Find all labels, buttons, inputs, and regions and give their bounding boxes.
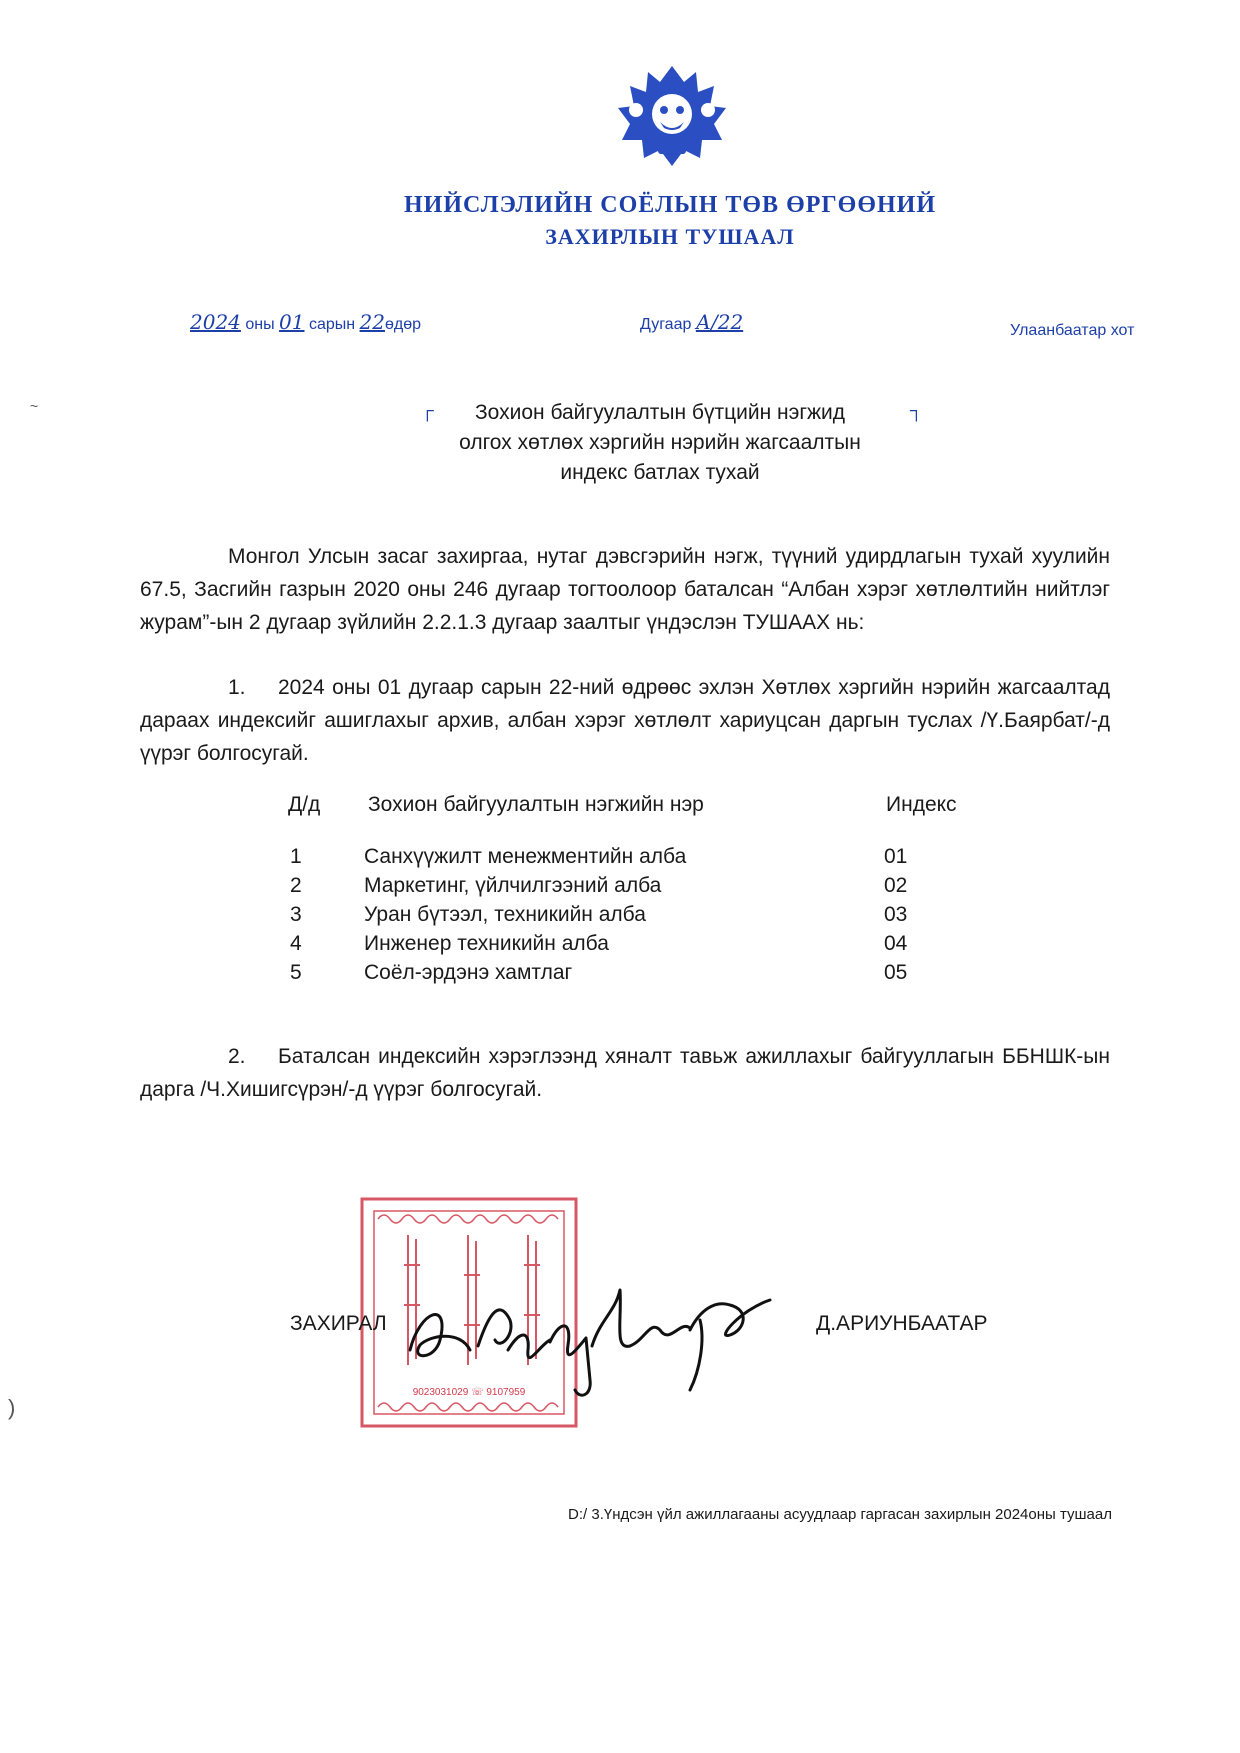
day-handwritten: 22	[359, 310, 385, 334]
row-no: 5	[290, 961, 302, 984]
row-index: 04	[884, 932, 908, 955]
month-label: сарын	[308, 316, 356, 333]
item-text: 2024 оны 01 дугаар сарын 22-ний өдрөөс эхлэн Хөтлөх хэргийн нэрийн жагсаалтад дараах индексийг ашиглахыг архив, албан хэрэг хөтлөлт хариуцсан даргын туслах /Ү.Баярбат/-д үүрэг болгосугай.	[140, 676, 1110, 765]
state-emblem-icon	[614, 62, 730, 172]
subject-bracket-right-icon: ┐	[910, 400, 923, 420]
signer-name: Д.АРИУНБААТАР	[816, 1312, 988, 1335]
row-name: Инженер техникийн алба	[364, 932, 609, 955]
row-name: Санхүүжилт менежментийн алба	[364, 845, 687, 868]
order-item-2	[140, 1040, 1110, 1106]
number-handwritten: А/22	[695, 310, 744, 334]
year-handwritten: 2024	[190, 310, 241, 334]
row-no: 2	[290, 874, 302, 897]
stamp-number: 9023031029 ☏ 9107959	[412, 1387, 526, 1398]
city: Улаанбаатар хот	[1010, 322, 1135, 339]
row-no: 3	[290, 903, 302, 926]
row-index: 01	[884, 845, 908, 868]
scan-mark: ~	[30, 398, 39, 414]
row-name: Уран бүтээл, техникийн алба	[364, 903, 646, 926]
preamble-paragraph: Монгол Улсын засаг захиргаа, нутаг дэвсгэрийн нэгж, түүний удирдлагын тухай хуулийн 67.5, Засгийн газрын 2020 оны 246 дугаар тогтоолоор баталсан “Албан хэрэг хөтлөлтийн нийтлэг журам”-ын 2 дугаар зүйлийн 2.2.1.3 дугаар заалтыг үндэслэн ТУШААХ нь:	[140, 545, 1110, 634]
file-path-footer: D:/ 3.Үндсэн үйл ажиллагааны асуудлаар гаргасан захирлын 2024оны тушаал	[568, 1506, 1112, 1523]
row-no: 4	[290, 932, 302, 955]
subject-line3: индекс батлах тухай	[560, 461, 760, 484]
subject-bracket-left-icon: ┌	[421, 400, 434, 420]
row-no: 1	[290, 845, 302, 868]
table-row	[288, 903, 988, 933]
signer-title: ЗАХИРАЛ	[290, 1312, 387, 1335]
order-date	[190, 310, 421, 334]
org-name-line2: ЗАХИРЛЫН ТУШААЛ	[545, 224, 795, 249]
subject-line2: олгох хөтлөх хэргийн нэрийн жагсаалтын	[459, 431, 861, 454]
order-number	[640, 310, 743, 334]
number-label: Дугаар	[640, 316, 692, 333]
table-header-name: Зохион байгуулалтын нэгжийн нэр	[368, 793, 704, 816]
order-subject	[380, 398, 940, 488]
row-index: 03	[884, 903, 908, 926]
row-index: 02	[884, 874, 908, 897]
table-header-no: Д/д	[288, 793, 321, 816]
table-row	[288, 932, 988, 962]
order-item-1	[140, 671, 1110, 770]
item-number: 1.	[228, 676, 246, 699]
row-name: Соёл-эрдэнэ хамтлаг	[364, 961, 573, 984]
table-row	[288, 845, 988, 875]
item-number: 2.	[228, 1045, 246, 1068]
table-row	[288, 961, 988, 991]
month-handwritten: 01	[279, 310, 305, 334]
table-row	[288, 874, 988, 904]
subject-line1: Зохион байгуулалтын бүтцийн нэгжид	[474, 401, 846, 424]
table-header-index: Индекс	[886, 793, 957, 816]
org-name-line1: НИЙСЛЭЛИЙН СОЁЛЫН ТӨВ ӨРГӨӨНИЙ	[403, 192, 937, 218]
day-label: өдөр	[385, 316, 422, 333]
year-label: оны	[245, 316, 275, 333]
row-name: Маркетинг, үйлчилгээний алба	[364, 874, 662, 897]
scan-mark: )	[8, 1395, 16, 1420]
handwritten-signature	[400, 1250, 800, 1400]
item-text: Баталсан индексийн хэрэглээнд хяналт тавьж ажиллахыг байгууллагын ББНШК-ын дарга /Ч.Хишигсүрэн/-д үүрэг болгосугай.	[140, 1045, 1110, 1101]
row-index: 05	[884, 961, 908, 984]
